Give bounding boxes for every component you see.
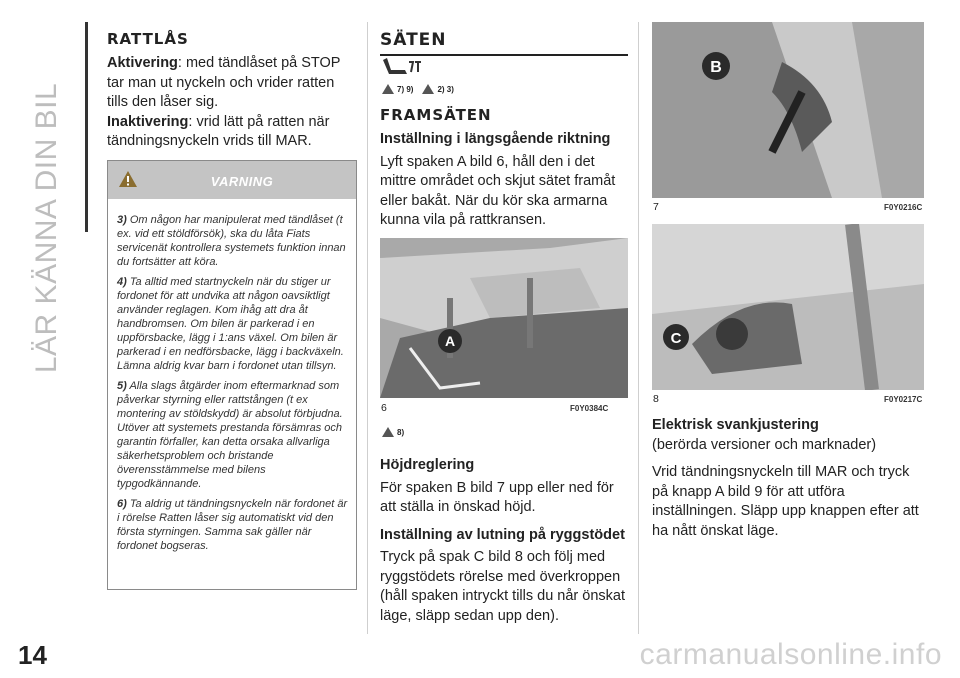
electric-lumbar-text: Vrid tändningsnyckeln till MAR och tryck på knapp A bild 9 för att utföra inställningen. Släpp upp knappen efter att ha nått önskat läge. [652,464,919,539]
electric-lumbar-title: Elektrisk svankjustering [652,417,819,433]
length-text: Lyft spaken A bild 6, håll den i det mittre området och skjut sätet framåt eller bakåt. När du kör ska armarna kunna vila på rattkransen. [380,153,616,228]
figure-8-code: F0Y0217C [884,395,923,404]
references-mid: 8) [381,426,404,438]
figure-7-image [652,22,924,198]
references-top: 7) 9) 2) 3) [381,83,454,95]
length-title: Inställning i längsgående riktning [380,131,611,147]
warning-item: 3) Om någon har manipulerat med tändlåset (t ex. vid ett stöldförsök), ska du låta Fiats servicenät kontrollera systemets funktion innan du fortsätter att köra. [117,214,346,268]
figure-6-label: A [444,333,456,349]
backrest-title: Inställning av lutning på ryggstödet [380,526,625,543]
figure-8-label: C [670,330,682,347]
figure-6-image [380,238,628,398]
page-number: 14 [18,640,47,670]
figure-7-label: B [710,59,722,76]
figure-7-number: 7 [653,201,659,213]
figure-6-number: 6 [381,402,387,414]
warning-item: 6) Ta aldrig ut tändningsnyckeln när fordonet är i rörelse Ratten låser sig automatiskt vid den första styrningen. Samma sak gäller när fordonet bogseras. [117,498,348,552]
warning-item: 4) Ta alltid med startnyckeln när du stiger ur fordonet för att undvika att någon oavsiktligt använder reglagen. Kom ihåg att dra åt handbromsen. Om bilen är parkerad i en uppförsbacke, lägg i 1:ans växel. Om bilen är parkerad i en nedförsbacke, lägg i backväxeln. Lämna aldrig kvar barn i fordonet utan tillsyn. [117,276,344,372]
figure-8-image [652,224,924,390]
height-text: För spaken B bild 7 upp eller ned för att ställa in önskad höjd. [380,479,614,515]
backrest-text: Tryck på spak C bild 8 och följ med ryggstödets rörelse med överkroppen (håll spaken intryckt tills du når önskat läge, släpp sedan upp den). [380,549,625,624]
figure-6-code: F0Y0384C [570,404,609,413]
chapter-side-bar [85,22,88,232]
warning-body [117,213,352,559]
warning-triangle-icon [421,83,435,95]
saten-title: SÄTEN [380,30,447,50]
rattlas-deactivation: Inaktivering: vrid lätt på ratten när tändningsnyckeln vrids till MAR. [107,113,330,149]
warning-label: VARNING [210,174,274,189]
height-title: Höjdreglering [380,457,475,473]
rattlas-title: RATTLÅS [107,30,189,48]
warning-box [107,160,357,590]
seat-icon [381,56,425,76]
electric-lumbar-subtitle: (berörda versioner och marknader) [652,436,877,453]
column-divider [638,22,639,634]
saten-header [380,30,628,56]
warning-item: 5) Alla slags åtgärder inom eftermarknad som påverkar styrning eller rattstången (t ex montering av stöldskydd) är absolut förbjudna. Utöver att systemets prestanda försämras och garantin förfaller, kan detta orsaka allvarliga säkerhetsproblem och bristande överensstämmelse med bilens typgodkännande. [117,380,343,490]
warning-header [108,161,356,199]
framsaten-title: FRAMSÄTEN [380,106,492,124]
figure-7-code: F0Y0216C [884,203,923,212]
warning-triangle-icon [381,426,395,438]
height-section [380,456,628,626]
warning-triangle-icon [381,83,395,95]
rattlas-section [107,30,357,152]
figure-8-number: 8 [653,393,659,405]
framsaten-section [380,106,628,231]
column-divider [367,22,368,634]
watermark: carmanualsonline.info [639,638,942,671]
electric-lumbar-section [652,416,924,541]
rattlas-activation: Aktivering: med tändlåset på STOP tar man ut nyckeln och vrider ratten tills den låser sig. [107,55,341,110]
